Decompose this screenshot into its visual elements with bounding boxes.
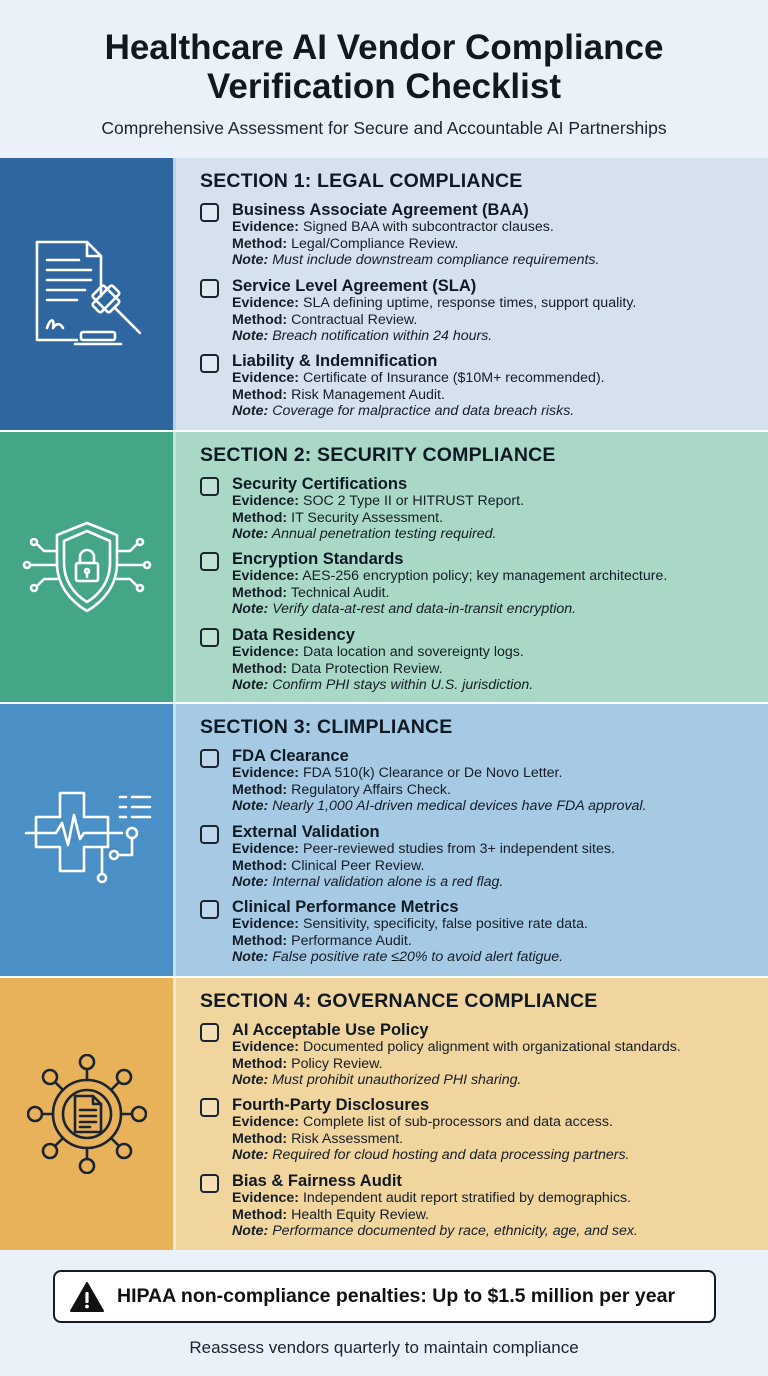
header <box>0 0 768 158</box>
section-security <box>0 430 768 702</box>
item-title: FDA Clearance <box>232 747 349 765</box>
note-text: Internal validation alone is a red flag. <box>272 874 504 890</box>
method-line <box>232 858 768 875</box>
item-text <box>232 550 768 618</box>
evidence-text: Peer-reviewed studies from 3+ independent sites. <box>302 841 615 857</box>
checkbox[interactable] <box>200 749 219 768</box>
evidence-label: Evidence: <box>232 370 300 386</box>
item-text <box>232 747 768 815</box>
method-label: Method: <box>232 1055 288 1072</box>
item-title: Business Associate Agreement (BAA) <box>232 201 529 219</box>
method-line <box>232 1207 768 1224</box>
evidence-label: Evidence: <box>232 1039 300 1055</box>
section-icon-panel <box>0 978 176 1250</box>
note-line <box>232 677 768 694</box>
method-line <box>232 510 768 527</box>
evidence-label: Evidence: <box>232 765 300 781</box>
note-line <box>232 526 768 543</box>
evidence-label: Evidence: <box>232 568 300 584</box>
evidence-text: Sensitivity, specificity, false positive rate data. <box>302 916 588 932</box>
item-title: AI Acceptable Use Policy <box>232 1021 429 1039</box>
section-content <box>176 432 768 702</box>
warning-icon <box>69 1281 105 1313</box>
shield-lock-icon <box>22 517 152 617</box>
note-text: False positive rate ≤20% to avoid alert fatigue. <box>272 949 564 965</box>
checkbox[interactable] <box>200 628 219 647</box>
section-governance <box>0 976 768 1250</box>
item-title: External Validation <box>232 823 380 841</box>
note-line <box>232 1072 768 1089</box>
note-text: Annual penetration testing required. <box>271 526 497 542</box>
method-text: Technical Audit. <box>290 584 390 601</box>
section-content <box>176 704 768 976</box>
section-icon-panel <box>0 158 176 430</box>
evidence-line <box>232 219 768 236</box>
note-label: Note: <box>232 403 269 419</box>
method-line <box>232 1131 768 1148</box>
item-text <box>232 1172 768 1240</box>
section-legal <box>0 158 768 430</box>
page-subtitle: Comprehensive Assessment for Secure and Accountable AI Partnerships <box>101 118 667 138</box>
evidence-label: Evidence: <box>232 644 300 660</box>
section-clinical <box>0 702 768 976</box>
note-line <box>232 601 768 618</box>
note-label: Note: <box>232 1223 269 1239</box>
legal-document-gavel-icon <box>29 236 145 352</box>
note-line <box>232 403 768 420</box>
evidence-line <box>232 1114 768 1131</box>
evidence-text: SOC 2 Type II or HITRUST Report. <box>302 493 525 509</box>
evidence-label: Evidence: <box>232 219 300 235</box>
note-label: Note: <box>232 252 269 268</box>
evidence-line <box>232 644 768 661</box>
penalty-alert <box>53 1270 716 1323</box>
section-title: SECTION 3: CLIMPLIANCE <box>200 716 453 738</box>
method-text: Regulatory Affairs Check. <box>291 781 451 798</box>
item-title: Liability & Indemnification <box>232 352 438 370</box>
method-label: Method: <box>232 781 288 798</box>
evidence-text: Complete list of sub-processors and data access. <box>302 1114 613 1130</box>
checkbox[interactable] <box>200 1098 219 1117</box>
page-title-line-1: Healthcare AI Vendor Compliance <box>104 28 664 67</box>
checkbox[interactable] <box>200 1174 219 1193</box>
evidence-text: Independent audit report stratified by demographics. <box>302 1190 632 1206</box>
item-text <box>232 352 768 420</box>
evidence-label: Evidence: <box>232 916 300 932</box>
item-text <box>232 823 768 891</box>
method-line <box>232 585 768 602</box>
method-label: Method: <box>232 660 288 677</box>
evidence-line <box>232 765 768 782</box>
note-line <box>232 252 768 269</box>
evidence-text: Data location and sovereignty logs. <box>302 644 524 660</box>
method-label: Method: <box>232 386 288 403</box>
evidence-text: Documented policy alignment with organizational standards. <box>302 1039 681 1055</box>
method-text: Clinical Peer Review. <box>291 857 425 874</box>
section-content <box>176 158 768 430</box>
note-label: Note: <box>232 874 269 890</box>
method-label: Method: <box>232 509 288 526</box>
item-title: Security Certifications <box>232 475 408 493</box>
checkbox[interactable] <box>200 1023 219 1042</box>
note-text: Verify data-at-rest and data-in-transit encryption. <box>272 601 577 617</box>
alert-text: HIPAA non-compliance penalties: Up to $1.5 million per year <box>117 1285 676 1307</box>
method-label: Method: <box>232 857 288 874</box>
note-text: Performance documented by race, ethnicity, age, and sex. <box>272 1223 638 1239</box>
evidence-line <box>232 1039 768 1056</box>
item-title: Data Residency <box>232 626 355 644</box>
checkbox[interactable] <box>200 900 219 919</box>
method-label: Method: <box>232 1130 288 1147</box>
method-label: Method: <box>232 311 288 328</box>
note-line <box>232 798 768 815</box>
method-label: Method: <box>232 1206 288 1223</box>
method-text: Legal/Compliance Review. <box>291 235 459 252</box>
note-line <box>232 328 768 345</box>
note-label: Note: <box>232 328 269 344</box>
method-text: Contractual Review. <box>291 311 418 328</box>
item-text <box>232 201 768 269</box>
checkbox[interactable] <box>200 354 219 373</box>
evidence-label: Evidence: <box>232 493 300 509</box>
method-text: IT Security Assessment. <box>291 509 444 526</box>
evidence-text: SLA defining uptime, response times, support quality. <box>302 295 637 311</box>
evidence-label: Evidence: <box>232 1190 300 1206</box>
evidence-text: Signed BAA with subcontractor clauses. <box>302 219 554 235</box>
evidence-line <box>232 1190 768 1207</box>
evidence-line <box>232 493 768 510</box>
checkbox[interactable] <box>200 477 219 496</box>
section-icon-panel <box>0 704 176 976</box>
note-text: Breach notification within 24 hours. <box>272 328 493 344</box>
note-line <box>232 1147 768 1164</box>
evidence-line <box>232 370 768 387</box>
method-line <box>232 1056 768 1073</box>
note-text: Must prohibit unauthorized PHI sharing. <box>272 1072 522 1088</box>
item-title: Fourth-Party Disclosures <box>232 1096 430 1114</box>
section-title: SECTION 1: LEGAL COMPLIANCE <box>200 170 523 192</box>
section-content <box>176 978 768 1250</box>
method-label: Method: <box>232 932 288 949</box>
method-line <box>232 236 768 253</box>
method-text: Risk Management Audit. <box>291 386 445 403</box>
method-line <box>232 782 768 799</box>
method-label: Method: <box>232 235 288 252</box>
method-text: Data Protection Review. <box>291 660 443 677</box>
note-text: Confirm PHI stays within U.S. jurisdiction. <box>272 677 534 693</box>
item-text <box>232 898 768 966</box>
note-label: Note: <box>232 677 269 693</box>
evidence-text: FDA 510(k) Clearance or De Novo Letter. <box>302 765 563 781</box>
document-network-icon <box>27 1054 147 1174</box>
item-title: Clinical Performance Metrics <box>232 898 459 916</box>
medical-cross-heartbeat-icon <box>22 785 152 895</box>
note-text: Required for cloud hosting and data processing partners. <box>272 1147 630 1163</box>
method-text: Risk Assessment. <box>291 1130 404 1147</box>
method-label: Method: <box>232 584 288 601</box>
checkbox[interactable] <box>200 825 219 844</box>
note-label: Note: <box>232 526 269 542</box>
note-label: Note: <box>232 1072 269 1088</box>
evidence-line <box>232 841 768 858</box>
section-title: SECTION 4: GOVERNANCE COMPLIANCE <box>200 990 598 1012</box>
item-text <box>232 475 768 543</box>
method-line <box>232 661 768 678</box>
note-label: Note: <box>232 798 269 814</box>
evidence-line <box>232 568 768 585</box>
note-text: Must include downstream compliance requirements. <box>272 252 600 268</box>
checkbox[interactable] <box>200 203 219 222</box>
checkbox[interactable] <box>200 552 219 571</box>
item-title: Service Level Agreement (SLA) <box>232 277 477 295</box>
note-label: Note: <box>232 1147 269 1163</box>
method-line <box>232 387 768 404</box>
item-text <box>232 277 768 345</box>
evidence-label: Evidence: <box>232 295 300 311</box>
method-text: Policy Review. <box>291 1055 383 1072</box>
item-text <box>232 626 768 694</box>
item-text <box>232 1021 768 1089</box>
page-title-line-2: Verification Checklist <box>206 67 562 106</box>
item-title: Bias & Fairness Audit <box>232 1172 402 1190</box>
evidence-line <box>232 295 768 312</box>
section-title: SECTION 2: SECURITY COMPLIANCE <box>200 444 556 466</box>
note-label: Note: <box>232 949 269 965</box>
evidence-line <box>232 916 768 933</box>
evidence-label: Evidence: <box>232 841 300 857</box>
note-line <box>232 949 768 966</box>
method-line <box>232 312 768 329</box>
footer-note: Reassess vendors quarterly to maintain compliance <box>189 1338 579 1357</box>
page-title <box>0 28 768 106</box>
method-line <box>232 933 768 950</box>
evidence-label: Evidence: <box>232 1114 300 1130</box>
method-text: Performance Audit. <box>291 932 412 949</box>
note-text: Coverage for malpractice and data breach risks. <box>272 403 575 419</box>
evidence-text: AES-256 encryption policy; key management architecture. <box>302 568 668 584</box>
item-title: Encryption Standards <box>232 550 404 568</box>
note-line <box>232 1223 768 1240</box>
checkbox[interactable] <box>200 279 219 298</box>
note-text: Nearly 1,000 AI-driven medical devices have FDA approval. <box>272 798 647 814</box>
method-text: Health Equity Review. <box>291 1206 430 1223</box>
item-text <box>232 1096 768 1164</box>
note-line <box>232 874 768 891</box>
section-icon-panel <box>0 432 176 702</box>
evidence-text: Certificate of Insurance ($10M+ recommended). <box>302 370 605 386</box>
note-label: Note: <box>232 601 269 617</box>
